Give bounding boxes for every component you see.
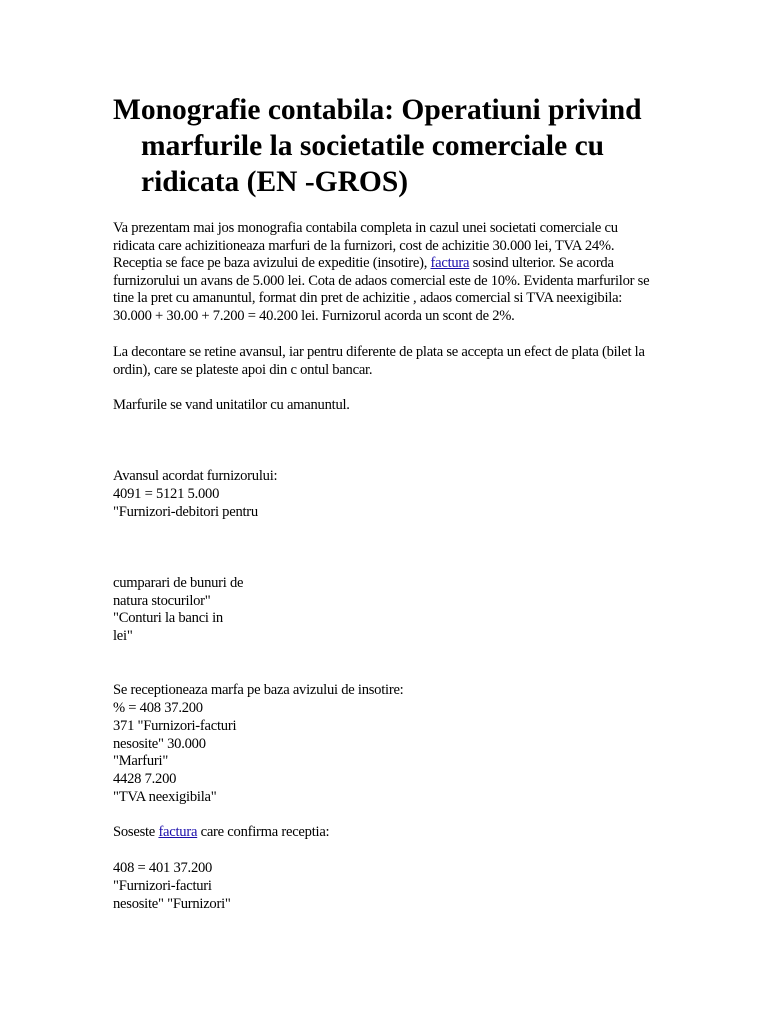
entry3-line: nesosite" "Furnizori" (113, 896, 231, 912)
entry2-line: nesosite" 30.000 (113, 736, 206, 752)
entry1-line: natura stocurilor" (113, 593, 211, 609)
entry3-line: "Furnizori-facturi (113, 878, 212, 894)
sale-paragraph: Marfurile se vand unitatilor cu amanuntul. (113, 397, 350, 413)
entry1-line: "Furnizori-debitori pentru (113, 504, 258, 520)
entry2-line: "TVA neexigibila" (113, 789, 217, 805)
factura-link[interactable]: factura (158, 824, 198, 840)
intro-text-before-link: Va prezentam mai jos monografia contabila completa in cazul unei societati comerciale cu ridicata care achizitioneaza marfuri de la furnizori, cost de achizitie 30.000 lei, TVA 24%. Receptia se face pe baza avizului de expeditie (insotire), (113, 220, 618, 272)
entry1-heading: Avansul acordat furnizorului: (113, 468, 278, 484)
entry1-line: 4091 = 5121 5.000 (113, 486, 220, 502)
entry3-text-after-link: care confirma receptia: (197, 824, 330, 840)
entry2-line: 371 "Furnizori-facturi (113, 718, 237, 734)
entry2-line: % = 408 37.200 (113, 700, 203, 716)
entry3-text-before-link: Soseste (113, 824, 159, 840)
entry2-heading: Se receptioneaza marfa pe baza avizului de insotire: (113, 682, 404, 698)
entry2-line: 4428 7.200 (113, 771, 177, 787)
intro-paragraph (113, 220, 661, 326)
intro-text-after-link: sosind ulterior. Se acorda furnizorului un avans de 5.000 lei. Cota de adaos comercial este de 10%. Evidenta marfurilor se tine la pret cu amanuntul, format din pret de achizitie , adaos comercial si TVA neexigibila: 30.000 + 30.00 + 7.200 = 40.200 lei. Furnizorul acorda un scont de 2%. (113, 255, 650, 324)
entry1-line: cumparari de bunuri de (113, 575, 244, 591)
factura-link[interactable]: factura (430, 255, 470, 272)
entry2-line: "Marfuri" (113, 753, 169, 769)
entry3-heading (113, 824, 329, 842)
entry1-line: lei" (113, 628, 133, 644)
document-title: Monografie contabila: Operatiuni privind marfurile la societatile comerciale cu ridicata (EN -GROS) (113, 94, 642, 198)
entry1-line: "Conturi la banci in (113, 610, 223, 626)
entry3-line: 408 = 401 37.200 (113, 860, 213, 876)
decontare-paragraph: La decontare se retine avansul, iar pentru diferente de plata se accepta un efect de plata (bilet la ordin), care se plateste apoi din c ontul bancar. (113, 344, 645, 378)
